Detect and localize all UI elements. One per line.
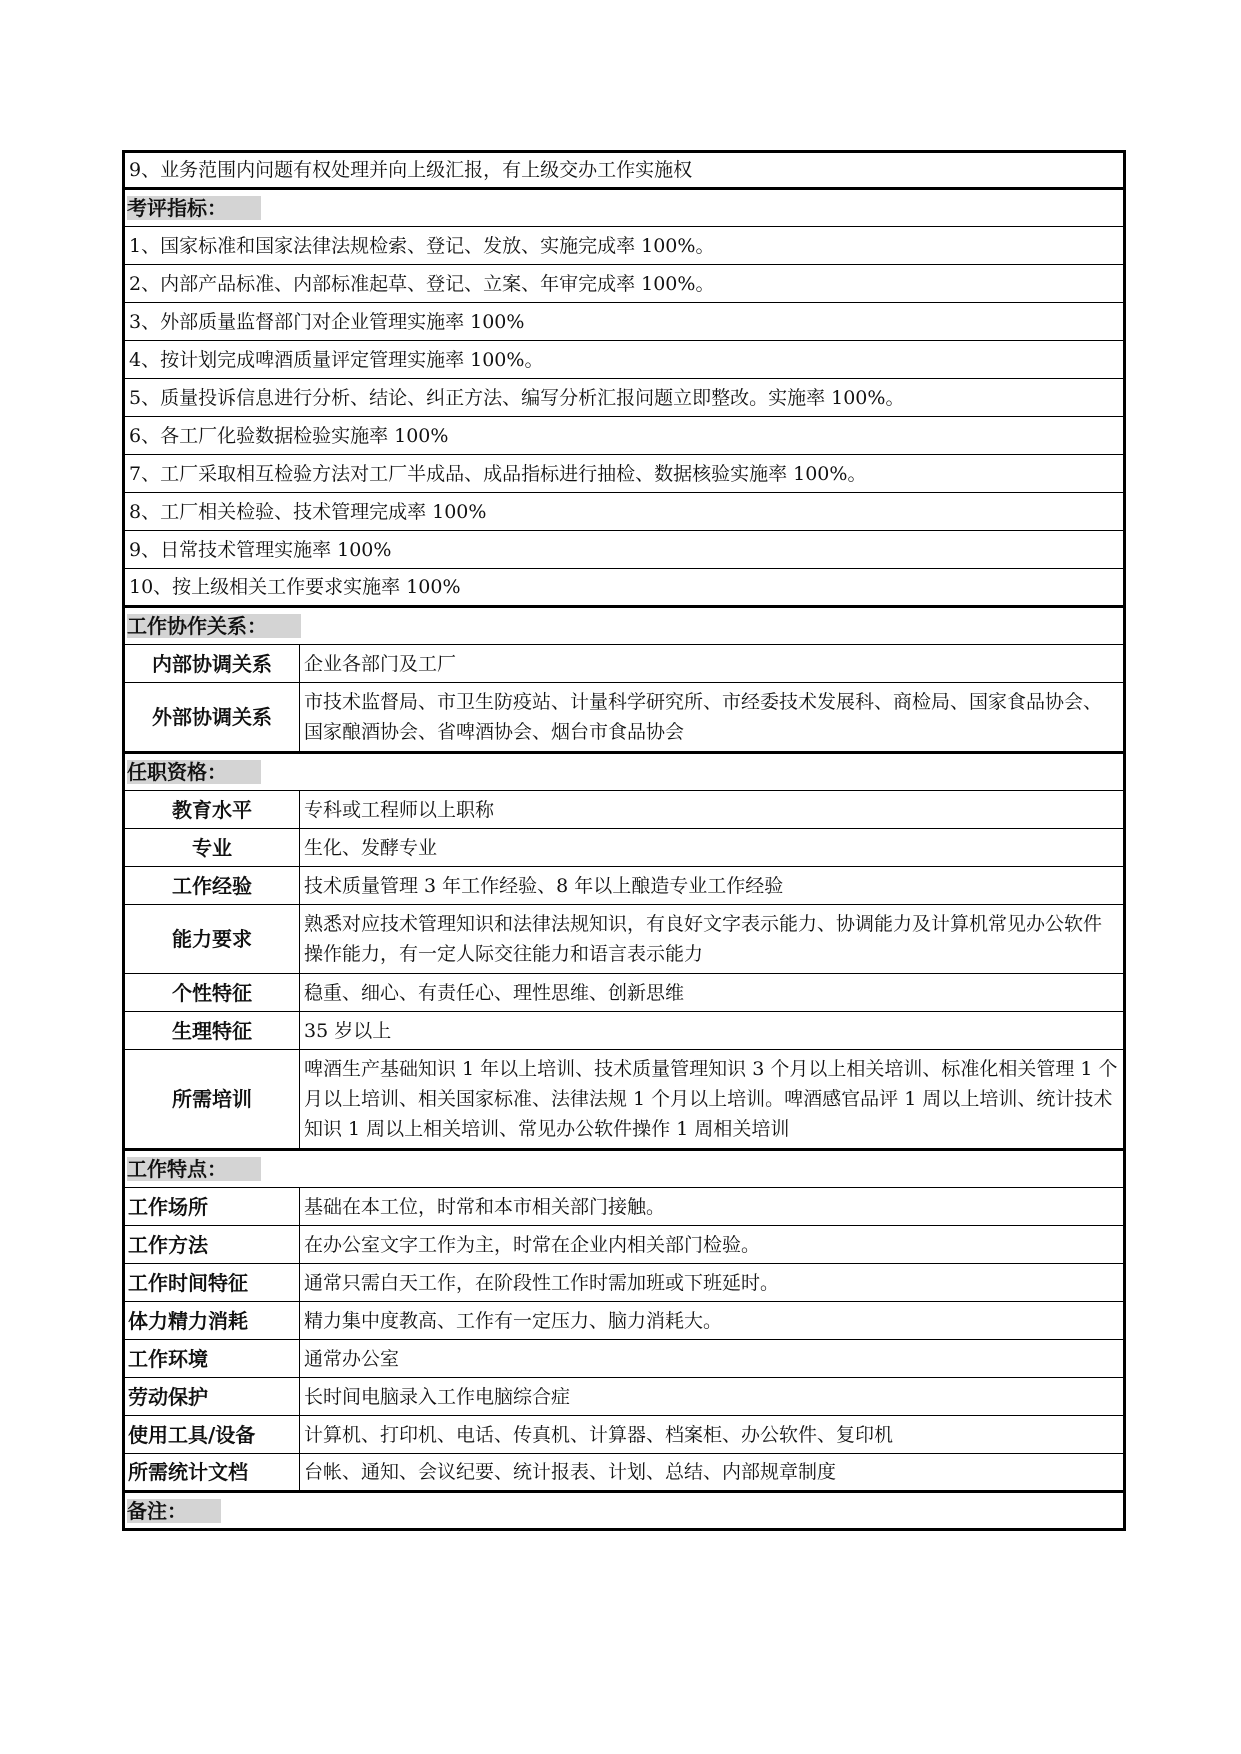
feature-label: 工作环境: [124, 1340, 300, 1378]
qualification-value: 生化、发酵专业: [300, 829, 1125, 867]
feature-label: 工作时间特征: [124, 1264, 300, 1302]
qualification-label: 所需培训: [124, 1050, 300, 1150]
kpi-item: 6、各工厂化验数据检验实施率 100%: [124, 417, 1125, 455]
feature-value: 通常只需白天工作，在阶段性工作时需加班或下班延时。: [300, 1264, 1125, 1302]
feature-label: 工作方法: [124, 1226, 300, 1264]
relation-value: 企业各部门及工厂: [300, 645, 1125, 683]
feature-value: 在办公室文字工作为主，时常在企业内相关部门检验。: [300, 1226, 1125, 1264]
feature-value: 台帐、通知、会议纪要、统计报表、计划、总结、内部规章制度: [300, 1454, 1125, 1492]
kpi-item: 3、外部质量监督部门对企业管理实施率 100%: [124, 303, 1125, 341]
kpi-item: 1、国家标准和国家法律法规检索、登记、发放、实施完成率 100%。: [124, 227, 1125, 265]
kpi-item: 2、内部产品标准、内部标准起草、登记、立案、年审完成率 100%。: [124, 265, 1125, 303]
kpi-item: 8、工厂相关检验、技术管理完成率 100%: [124, 493, 1125, 531]
feature-value: 精力集中度教高、工作有一定压力、脑力消耗大。: [300, 1302, 1125, 1340]
qualification-value: 稳重、细心、有责任心、理性思维、创新思维: [300, 974, 1125, 1012]
feature-label: 工作场所: [124, 1188, 300, 1226]
kpi-item: 7、工厂采取相互检验方法对工厂半成品、成品指标进行抽检、数据核验实施率 100%。: [124, 455, 1125, 493]
job-description-table: [122, 150, 1126, 1531]
feature-label: 劳动保护: [124, 1378, 300, 1416]
feature-label: 使用工具/设备: [124, 1416, 300, 1454]
relation-value: 市技术监督局、市卫生防疫站、计量科学研究所、市经委技术发展科、商检局、国家食品协会、国家酿酒协会、省啤酒协会、烟台市食品协会: [300, 683, 1125, 753]
feature-value: 长时间电脑录入工作电脑综合症: [300, 1378, 1125, 1416]
authority-item-9: 9、业务范围内问题有权处理并向上级汇报，有上级交办工作实施权: [124, 152, 1125, 189]
qualifications-heading-text: 任职资格：: [127, 760, 261, 784]
qualification-label: 专业: [124, 829, 300, 867]
job-description-document: [122, 150, 1123, 1531]
kpi-heading-text: 考评指标：: [127, 196, 261, 220]
qualification-label: 教育水平: [124, 791, 300, 829]
section-heading-qualifications: [124, 753, 1125, 791]
qualification-label: 个性特征: [124, 974, 300, 1012]
qualification-value: 啤酒生产基础知识 1 年以上培训、技术质量管理知识 3 个月以上相关培训、标准化相关管理 1 个月以上培训、相关国家标准、法律法规 1 个月以上培训。啤酒感官品评 1 周以上培训、统计技术知识 1 周以上相关培训、常见办公软件操作 1 周相关培训: [300, 1050, 1125, 1150]
feature-value: 基础在本工位，时常和本市相关部门接触。: [300, 1188, 1125, 1226]
features-heading-text: 工作特点：: [127, 1157, 261, 1181]
relations-heading-text: 工作协作关系：: [127, 614, 301, 638]
qualification-value: 技术质量管理 3 年工作经验、8 年以上酿造专业工作经验: [300, 867, 1125, 905]
relation-label: 外部协调关系: [124, 683, 300, 753]
qualification-value: 专科或工程师以上职称: [300, 791, 1125, 829]
qualification-label: 工作经验: [124, 867, 300, 905]
qualification-label: 生理特征: [124, 1012, 300, 1050]
kpi-item: 10、按上级相关工作要求实施率 100%: [124, 569, 1125, 607]
section-heading-relations: [124, 607, 1125, 645]
feature-value: 通常办公室: [300, 1340, 1125, 1378]
section-heading-remarks: [124, 1492, 1125, 1530]
kpi-item: 9、日常技术管理实施率 100%: [124, 531, 1125, 569]
relation-label: 内部协调关系: [124, 645, 300, 683]
section-heading-features: [124, 1150, 1125, 1188]
qualification-value: 35 岁以上: [300, 1012, 1125, 1050]
feature-label: 所需统计文档: [124, 1454, 300, 1492]
qualification-value: 熟悉对应技术管理知识和法律法规知识，有良好文字表示能力、协调能力及计算机常见办公软件操作能力，有一定人际交往能力和语言表示能力: [300, 905, 1125, 974]
feature-value: 计算机、打印机、电话、传真机、计算器、档案柜、办公软件、复印机: [300, 1416, 1125, 1454]
section-heading-kpi: [124, 189, 1125, 227]
feature-label: 体力精力消耗: [124, 1302, 300, 1340]
qualification-label: 能力要求: [124, 905, 300, 974]
remarks-heading-text: 备注：: [127, 1499, 221, 1523]
kpi-item: 5、质量投诉信息进行分析、结论、纠正方法、编写分析汇报问题立即整改。实施率 100%。: [124, 379, 1125, 417]
kpi-item: 4、按计划完成啤酒质量评定管理实施率 100%。: [124, 341, 1125, 379]
